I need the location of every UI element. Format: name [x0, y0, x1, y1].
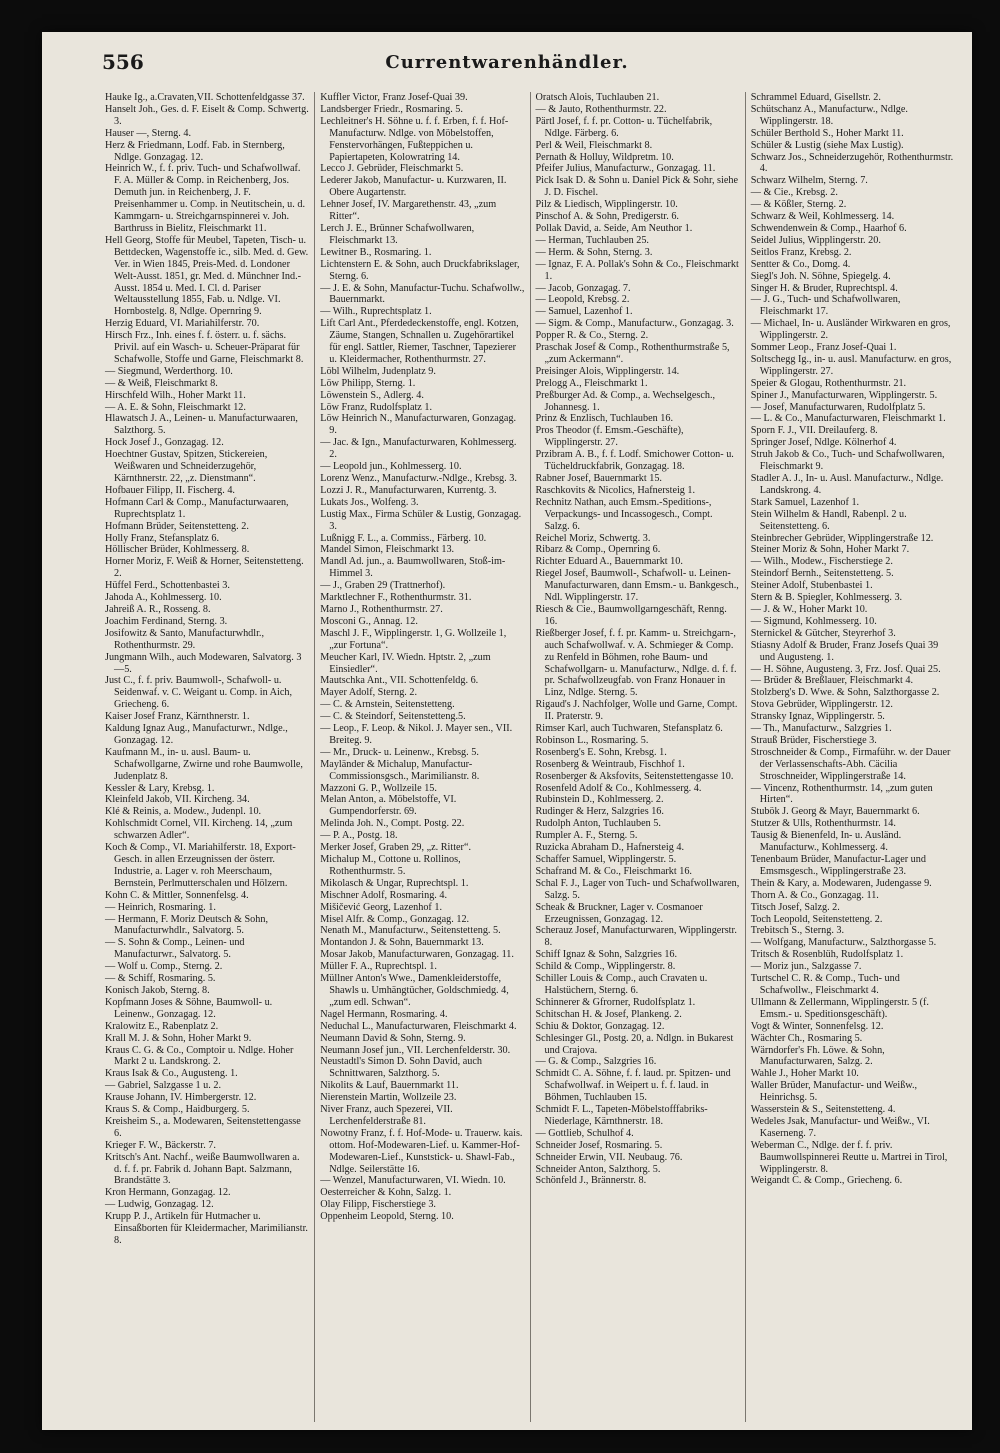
- directory-entry: Löw Philipp, Sterng. 1.: [320, 377, 416, 389]
- directory-entry: — Siegmund, Werderthorg. 10.: [105, 365, 233, 377]
- page-number: 556: [102, 50, 144, 74]
- directory-entry: Oppenheim Leopold, Sterng. 10.: [320, 1211, 454, 1223]
- directory-entry: — C. & Steindorf, Seitenstetteng.5.: [320, 711, 466, 723]
- directory-entry: Misel Alfr. & Comp., Gonzagag. 12.: [320, 913, 470, 925]
- directory-entry: Hoechtner Gustav, Spitzen, Stickereien, Weißwaren und Schneiderzugehör, Kärnthnerstr. 22, „z. Dienstmann“.: [105, 449, 268, 484]
- directory-entry: Stiasny Adolf & Bruder, Franz Josefs Quai 39 und Augusteng. 1.: [750, 639, 939, 663]
- directory-entry: — S. Sohn & Comp., Leinen- und Manufacturwr., Salvatorg. 5.: [105, 937, 245, 961]
- directory-entry: Kaufmann M., in- u. ausl. Baum- u. Schafwollgarne, Zwirne und rohe Baumwolle, Judenplatz 8.: [105, 746, 303, 782]
- directory-entry: Rudolph Anton, Tuchlauben 5.: [535, 818, 661, 830]
- directory-entry: Neumann David & Sohn, Sterng. 9.: [320, 1032, 466, 1044]
- directory-entry: Tausig & Bienenfeld, In- u. Ausländ. Manufacturw., Kohlmesserg. 4.: [750, 830, 902, 854]
- directory-entry: Przibram A. B., f. f. Lodf. Smichower Cotton- u. Tücheldruckfabrik, Gonzagag. 18.: [535, 449, 734, 473]
- directory-entry: Höllischer Brüder, Kohlmesserg. 8.: [105, 544, 250, 556]
- directory-entry: Hauser —, Sterng. 4.: [105, 127, 192, 139]
- directory-entry: — & Jauto, Rothenthurmstr. 22.: [535, 103, 667, 115]
- directory-entry: Schwendenwein & Comp., Haarhof 6.: [750, 222, 907, 234]
- directory-entry: — J. G., Tuch- und Schafwollwaren, Fleischmarkt 17.: [750, 294, 901, 318]
- directory-entry: Michalup M., Cottone u. Rollinos, Rothenthurmstr. 5.: [320, 854, 461, 877]
- directory-entry: Pollak David, a. Seide, Am Neuthor 1.: [535, 222, 693, 234]
- directory-entry: Steinbrecher Gebrüder, Wipplingerstraße 12.: [750, 532, 934, 544]
- directory-entry: Pick Isak D. & Sohn u. Daniel Pick & Sohr, siehe J. D. Fischel.: [535, 175, 738, 199]
- directory-entry: Schmidt C. A. Söhne, f. f. laud. pr. Spitzen- und Schafwollwaf. in Weipert u. f. f. laud. in Böhmen, Tuchlauben 15.: [535, 1068, 731, 1104]
- directory-entry: Koch & Comp., VI. Mariahilferstr. 18, Export-Gesch. in allen Erzeugnissen der österr. Industrie, a. Lager v. roh Meerschaum, Bernstein, Perlmutterschalen und Hölzern.: [105, 842, 296, 889]
- directory-entry: Scheak & Bruckner, Lager v. Cosmanoer Erzeugnissen, Gonzagag. 12.: [535, 901, 703, 925]
- directory-entry: Rosenberg's E. Sohn, Krebsg. 1.: [535, 746, 667, 758]
- directory-entry: Kron Hermann, Gonzagag. 12.: [105, 1187, 231, 1199]
- directory-entry: Schrammel Eduard, Gisellstr. 2.: [750, 92, 881, 103]
- directory-entry: Schütschanz A., Manufacturw., Ndlge. Wipplingerstr. 18.: [750, 103, 908, 127]
- directory-entry: Steindorf Bernh., Seitenstetteng. 5.: [750, 568, 894, 580]
- directory-entry: Schild & Comp., Wipplingerstr. 8.: [535, 961, 676, 973]
- directory-entry: Turtschel C. R. & Comp., Tuch- und Schafwollw., Fleischmarkt 4.: [750, 973, 900, 996]
- directory-entry: Soltschegg Ig., in- u. ausl. Manufacturw. en gros, Wipplingerstr. 27.: [750, 353, 952, 377]
- directory-entry: Löwenstein S., Adlerg. 4.: [320, 389, 424, 401]
- directory-entry: Spiner J., Manufacturwaren, Wipplingerstr. 5.: [750, 389, 938, 401]
- directory-entry: Tenenbaum Brüder, Manufactur-Lager und Emsmsgesch., Wipplingerstraße 23.: [750, 854, 926, 877]
- directory-entry: Pfeifer Julius, Manufacturw., Gonzagag. 11.: [535, 163, 716, 175]
- directory-entry: Riesch & Cie., Baumwollgarngeschäft, Renng. 16.: [535, 603, 727, 627]
- directory-entry: — C. & Arnstein, Seitenstetteng.: [320, 699, 455, 711]
- directory-entry: Kraus Isak & Co., Augusteng. 1.: [105, 1068, 238, 1080]
- directory-entry: Sternickel & Gütcher, Steyrerhof 3.: [750, 627, 896, 639]
- directory-entry: Rosenfeld Adolf & Co., Kohlmesserg. 4.: [535, 782, 702, 794]
- directory-entry: — Wolf u. Comp., Sterng. 2.: [105, 961, 223, 973]
- directory-entry: — Samuel, Lazenhof 1.: [535, 306, 633, 318]
- directory-entry: — Hermann, F. Moriz Deutsch & Sohn, Manufacturwhdlr., Salvatorg. 5.: [105, 913, 269, 937]
- directory-entry: Neumann Josef jun., VII. Lerchenfelderstr. 30.: [320, 1044, 511, 1056]
- directory-entry: Hanselt Joh., Ges. d. F. Eiselt & Comp. Schwertg. 3.: [105, 103, 309, 127]
- directory-entry: Perl & Weil, Fleischmarkt 8.: [535, 139, 653, 151]
- directory-entry: Schneider Anton, Salzthorg. 5.: [535, 1163, 661, 1175]
- directory-entry: — Josef, Manufacturwaren, Rudolfplatz 5.: [750, 401, 926, 413]
- directory-entry: Lukats Jos., Wolfeng. 3.: [320, 496, 419, 508]
- directory-entry: Rabner Josef, Bauernmarkt 15.: [535, 473, 662, 484]
- directory-entry: Löw Heinrich N., Manufacturwaren, Gonzagag. 9.: [320, 413, 517, 437]
- directory-entry: Krause Johann, IV. Himbergerstr. 12.: [105, 1092, 257, 1104]
- directory-entry: Lichtenstern E. & Sohn, auch Druckfabrikslager, Sterng. 6.: [320, 258, 520, 282]
- directory-entry: Josifowitz & Santo, Manufacturwhdlr., Rothenthurmstr. 29.: [105, 627, 265, 651]
- directory-entry: — Wenzel, Manufacturwaren, VI. Wiedn. 10.: [320, 1175, 506, 1187]
- directory-entry: Rosenberg & Weintraub, Fischhof 1.: [535, 758, 685, 770]
- directory-entry: Pilz & Liedisch, Wipplingerstr. 10.: [535, 199, 678, 211]
- directory-entry: Jahoda A., Kohlmesserg. 10.: [105, 592, 222, 604]
- directory-entry: Kohn C. & Mittler, Sonnenfelsg. 4.: [105, 889, 249, 901]
- directory-entry: Heinrich W., f. f. priv. Tuch- und Schafwollwaf. F. A. Müller & Comp. in Reichenberg, Jos. Demuth jun. in Reichenberg, J. F. Preisenhammer u. Comp. in Neutitschein, u. d. Kammgarn- u. Streichgarnspinnerei v. Joh. Barthruss in Bielitz, Fleischmarkt 11.: [105, 163, 305, 234]
- page-header: [42, 46, 972, 82]
- directory-entry: Krupp P. J., Artikeln für Hutmacher u. Einsaßborten für Kleidermacher, Marimilianstr. 8.: [105, 1211, 308, 1246]
- directory-entry: — & Kößler, Sterng. 2.: [750, 199, 847, 211]
- directory-entry: Siegl's Joh. N. Söhne, Spiegelg. 4.: [750, 270, 891, 282]
- directory-entry: Waller Brüder, Manufactur- und Weißw., Heinrichsg. 5.: [750, 1080, 918, 1104]
- directory-entry: Mandl Ad. jun., a. Baumwollwaren, Stoß-im-Himmel 3.: [320, 556, 506, 580]
- directory-entry: Lerch J. E., Brünner Schafwollwaren, Fleischmarkt 13.: [320, 222, 475, 246]
- directory-entry: Hofmann Brüder, Seitenstetteng. 2.: [105, 520, 249, 532]
- directory-columns: [100, 92, 960, 1422]
- directory-entry: Oesterreicher & Kohn, Salzg. 1.: [320, 1187, 452, 1199]
- directory-entry: Schiu & Doktor, Gonzagag. 12.: [535, 1020, 665, 1032]
- directory-entry: — J. E. & Sohn, Manufactur-Tuchu. Schafwollw., Bauernmarkt.: [320, 282, 525, 306]
- directory-entry: Schwarz Wilhelm, Sterng. 7.: [750, 175, 868, 187]
- directory-entry: Mandel Simon, Fleischmarkt 13.: [320, 544, 455, 556]
- directory-entry: Montandon J. & Sohn, Bauernmarkt 13.: [320, 937, 484, 949]
- directory-entry: Wasserstein & S., Seitenstetteng. 4.: [750, 1104, 896, 1116]
- directory-entry: Mayer Adolf, Sterng. 2.: [320, 687, 418, 699]
- directory-entry: Marno J., Rothenthurmstr. 27.: [320, 603, 443, 615]
- directory-entry: Schlesinger Gl., Postg. 20, a. Ndlgn. in Bukarest und Crajova.: [535, 1032, 734, 1056]
- directory-entry: Krall M. J. & Sohn, Hoher Markt 9.: [105, 1032, 252, 1044]
- directory-entry: Wahle J., Hoher Markt 10.: [750, 1068, 859, 1080]
- directory-entry: Lechleitner's H. Söhne u. f. f. Erben, f. f. Hof-Manufacturw. Ndlge. von Möbelstoffen, Fenstervorhängen, Fußteppichen u. Papiertapeten, Kolowratring 14.: [320, 115, 509, 163]
- directory-entry: Thorn A. & Co., Gonzagag. 11.: [750, 889, 879, 901]
- directory-entry: Rumpler A. F., Sterng. 5.: [535, 830, 638, 842]
- directory-entry: Mosconi G., Annag. 12.: [320, 615, 418, 627]
- directory-entry: Mišičević Georg, Lazenhof 1.: [320, 901, 442, 913]
- directory-entry: Rießberger Josef, f. f. pr. Kamm- u. Streichgarn-, auch Schafwollwaf. v. A. Schmieger & Comp. zu Renfeld in Böhmen, rohe Baum- und Schafwollgarn- u. Manufacturw., Ndlge. d. f. f. pr. Schafwollzeugfab. von Franz Honauer in Linz, Ndlge. Sterng. 5.: [535, 627, 737, 699]
- directory-entry: Nagel Hermann, Rosmaring. 4.: [320, 1008, 448, 1020]
- directory-entry: — Wolfgang, Manufacturw., Salzthorgasse 5.: [750, 937, 937, 949]
- directory-entry: Nikolits & Lauf, Bauernmarkt 11.: [320, 1080, 459, 1092]
- directory-entry: — Jacob, Gonzagag. 7.: [535, 282, 631, 294]
- directory-entry: — Leopold jun., Kohlmesserg. 10.: [320, 461, 462, 473]
- directory-entry: Kleinfeld Jakob, VII. Kircheng. 34.: [105, 794, 250, 806]
- directory-entry: Schüler Berthold S., Hoher Markt 11.: [750, 127, 904, 139]
- directory-page: [42, 32, 972, 1430]
- directory-entry: Hlawatsch J. A., Leinen- u. Manufacturwaaren, Salzthorg. 5.: [105, 413, 298, 437]
- directory-entry: Stubök J. Georg & Mayr, Bauernmarkt 6.: [750, 806, 920, 818]
- directory-entry: Sentter & Co., Domg. 4.: [750, 258, 851, 270]
- directory-entry: — Wilh., Modew., Fischerstiege 2.: [750, 556, 893, 568]
- directory-entry: Herz & Friedmann, Lodf. Fab. in Sternberg, Ndlge. Gonzagag. 12.: [105, 139, 285, 163]
- directory-entry: Oratsch Alois, Tuchlauben 21.: [535, 92, 660, 103]
- directory-entry: Schwarz Jos., Schneiderzugehör, Rothenthurmstr. 4.: [750, 151, 954, 175]
- directory-entry: — Moriz jun., Salzgasse 7.: [750, 961, 862, 973]
- directory-entry: Reichel Moriz, Schwertg. 3.: [535, 532, 651, 544]
- directory-entry: Lustig Max., Firma Schüler & Lustig, Gonzagag. 3.: [320, 508, 522, 532]
- directory-entry: Praschak Josef & Comp., Rothenthurmstraße 5, „zum Ackermann“.: [535, 342, 730, 365]
- directory-entry: — Michael, In- u. Ausländer Wirkwaren en gros, Wipplingerstr. 2.: [750, 318, 951, 342]
- directory-entry: Lehner Josef, IV. Margarethenstr. 43, „zum Ritter“.: [320, 199, 497, 223]
- directory-entry: Stutzer & Ulls, Rothenthurmstr. 14.: [750, 818, 896, 830]
- column-3: [531, 92, 746, 1422]
- directory-entry: Trebitsch S., Sterng. 3.: [750, 925, 845, 937]
- directory-entry: Schinnerer & Gfrorner, Rudolfsplatz 1.: [535, 996, 696, 1008]
- directory-entry: — & Cie., Krebsg. 2.: [750, 187, 838, 199]
- directory-entry: Schiller Louis & Comp., auch Cravaten u. Halstüchern, Sterng. 6.: [535, 973, 708, 996]
- directory-entry: Klé & Reinis, a. Modew., Judenpl. 10.: [105, 806, 262, 818]
- directory-entry: — J. & W., Hoher Markt 10.: [750, 603, 868, 615]
- directory-entry: Meucher Karl, IV. Wiedn. Hptstr. 2, „zum Einsiedler“.: [320, 651, 491, 675]
- directory-entry: Hock Josef J., Gonzagag. 12.: [105, 437, 224, 449]
- directory-entry: Wächter Ch., Rosmaring 5.: [750, 1032, 863, 1044]
- directory-entry: Schal F. J., Lager von Tuch- und Schafwollwaren, Salzg. 5.: [535, 877, 740, 901]
- directory-entry: — H. Söhne, Augusteng. 3, Frz. Josf. Quai 25.: [750, 663, 941, 675]
- directory-entry: Herzig Eduard, VI. Mariahilferstr. 70.: [105, 318, 260, 330]
- directory-entry: Sporn F. J., VII. Dreilauferg. 8.: [750, 425, 878, 437]
- directory-entry: — Sigm. & Comp., Manufacturw., Gonzagag. 3.: [535, 318, 734, 330]
- directory-entry: Strauß Brüder, Fischerstiege 3.: [750, 734, 877, 746]
- directory-entry: Pinschof A. & Sohn, Predigerstr. 6.: [535, 211, 679, 223]
- directory-entry: Kraus S. & Comp., Haidburgerg. 5.: [105, 1104, 250, 1116]
- directory-entry: — Th., Manufacturw., Salzgries 1.: [750, 723, 892, 735]
- directory-entry: Mazzoni G. P., Wollzeile 15.: [320, 782, 437, 794]
- directory-entry: Seitlos Franz, Krebsg. 2.: [750, 246, 852, 258]
- directory-entry: Lecco J. Gebrüder, Fleischmarkt 5.: [320, 163, 464, 175]
- directory-entry: Sommer Leop., Franz Josef-Quai 1.: [750, 342, 897, 354]
- directory-entry: Richter Eduard A., Bauernmarkt 10.: [535, 556, 683, 568]
- directory-entry: Lift Carl Ant., Pferdedeckenstoffe, engl. Kotzen, Zäume, Stangen, Schnallen u. Zugehörartikel für engl. Sattler, Riemer, Taschner, Tapezierer u. Kleidermacher, Rothenthurmstr. 27.: [320, 318, 519, 365]
- directory-entry: Singer H. & Bruder, Ruprechtspl. 4.: [750, 282, 898, 294]
- directory-entry: Scherauz Josef, Manufacturwaren, Wipplingerstr. 8.: [535, 925, 737, 949]
- directory-entry: Stransky Ignaz, Wipplingerstr. 5.: [750, 711, 885, 723]
- directory-entry: Kritsch's Ant. Nachf., weiße Baumwollwaren a. d. f. f. pr. Fabrik d. Johann Bapt. Salzmann, Brandstätte 3.: [105, 1151, 300, 1187]
- directory-entry: Wärndorfer's Fh. Löwe. & Sohn, Manufacturwaren, Salzg. 2.: [750, 1044, 885, 1068]
- directory-entry: — & Schiff, Rosmaring. 5.: [105, 973, 216, 985]
- directory-entry: Stolzberg's D. Wwe. & Sohn, Salzthorgasse 2.: [750, 687, 940, 699]
- column-1: [100, 92, 315, 1422]
- directory-entry: Rigaud's J. Nachfolger, Wolle und Garne, Compt. II. Praterstr. 9.: [535, 699, 738, 723]
- directory-entry: Müllner Anton's Wwe., Damenkleiderstoffe, Shawls u. Umhängtücher, Goldschmiedg. 4, „zum edl. Schwan“.: [320, 973, 509, 1008]
- directory-entry: — Brüder & Breßlauer, Fleischmarkt 4.: [750, 675, 914, 687]
- directory-entry: Rosenberger & Aksfovits, Seitenstettengasse 10.: [535, 770, 734, 782]
- directory-entry: Steiner Adolf, Stubenbastei 1.: [750, 580, 873, 592]
- directory-entry: Niver Franz, auch Spezerei, VII. Lerchenfelderstraße 81.: [320, 1104, 453, 1127]
- directory-entry: — Leopold, Krebsg. 2.: [535, 294, 630, 306]
- directory-entry: Riegel Josef, Baumwoll-, Schafwoll- u. Leinen-Manufacturwaren, dann Emsm.- u. Bankgesch., Ndl. Wipplingerstr. 17.: [535, 568, 739, 604]
- directory-entry: Olay Filipp, Fischerstiege 3.: [320, 1199, 436, 1211]
- directory-entry: Müller F. A., Ruprechtspl. 1.: [320, 961, 437, 973]
- directory-entry: Raschkovits & Nicolics, Hafnersteig 1.: [535, 484, 696, 496]
- directory-entry: Stern & B. Spiegler, Kohlmesserg. 3.: [750, 592, 903, 604]
- directory-entry: Weberman C., Ndlge. der f. f. priv. Baumwollspinnerei Reutte u. Martrei in Tirol, Wipplingerstr. 8.: [750, 1139, 948, 1175]
- directory-entry: Struh Jakob & Co., Tuch- und Schafwollwaren, Fleischmarkt 9.: [750, 449, 945, 473]
- directory-entry: Mautschka Ant., VII. Schottenfeldg. 6.: [320, 675, 479, 687]
- directory-entry: — Mr., Druck- u. Leinenw., Krebsg. 5.: [320, 746, 479, 758]
- directory-entry: Mischner Adolf, Rosmaring. 4.: [320, 889, 448, 901]
- directory-entry: Stroschneider & Comp., Firmaführ. w. der Dauer der Verlassenschafts-Abh. Cäcilia Stroschneider, Wipplingerstraße 14.: [750, 746, 951, 782]
- directory-entry: — P. A., Postg. 18.: [320, 830, 398, 842]
- directory-entry: Toch Leopold, Seitenstetteng. 2.: [750, 913, 883, 925]
- directory-entry: — Ludwig, Gonzagag. 12.: [105, 1199, 214, 1211]
- directory-entry: Kaldung Ignaz Aug., Manufacturwr., Ndlge., Gonzagag. 12.: [105, 723, 288, 746]
- directory-entry: Schiff Ignaz & Sohn, Salzgries 16.: [535, 949, 678, 961]
- directory-entry: Marktlechner F., Rothenthurmstr. 31.: [320, 592, 472, 604]
- directory-entry: Pros Theodor (f. Emsm.-Geschäfte), Wipplingerstr. 27.: [535, 425, 684, 449]
- directory-entry: Hüffel Ferd., Schottenbastei 3.: [105, 580, 230, 592]
- directory-entry: Weigandt C. & Comp., Griecheng. 6.: [750, 1175, 903, 1187]
- directory-entry: Kraus C. G. & Co., Comptoir u. Ndlge. Hoher Markt 2 u. Landskrong. 2.: [105, 1044, 294, 1068]
- directory-entry: — Vincenz, Rothenthurmstr. 14, „zum guten Hirten“.: [750, 782, 933, 806]
- directory-entry: Mayländer & Michalup, Manufactur-Commissionsgsch., Marimilianstr. 8.: [320, 758, 480, 782]
- directory-entry: Schönfeld J., Brännerstr. 8.: [535, 1175, 647, 1187]
- directory-entry: — L. & Co., Manufacturwaren, Fleischmarkt 1.: [750, 413, 946, 425]
- directory-entry: Rechnitz Nathan, auch Emsm.-Speditions-, Verpackungs- und Incassogesch., Compt. Salzg. 6.: [535, 496, 713, 532]
- column-4: [746, 92, 960, 1422]
- directory-entry: Wedeles Jsak, Manufactur- und Weißw., VI. Kaserneng. 7.: [750, 1115, 930, 1139]
- directory-entry: Hauke Ig., a.Cravaten,VII. Schottenfeldgasse 37.: [105, 92, 305, 103]
- directory-entry: Konisch Jakob, Sterng. 8.: [105, 984, 210, 996]
- directory-entry: Kreisheim S., a. Modewaren, Seitenstettengasse 6.: [105, 1115, 301, 1139]
- directory-entry: — Leop., F. Leop. & Nikol. J. Mayer sen., VII. Breiteg. 9.: [320, 723, 513, 746]
- directory-entry: Ullmann & Zellermann, Wipplingerstr. 5 (f. Emsm.- u. Speditionsgeschäft).: [750, 996, 929, 1020]
- directory-entry: Neduchal L., Manufacturwaren, Fleischmarkt 4.: [320, 1020, 517, 1032]
- directory-entry: Nowotny Franz, f. f. Hof-Mode- u. Trauerw. kais. ottom. Hof-Modewaren-Lief. u. Kammer-Hof-Modewaren-Lief., Kunststick- u. Shawl-Fab., Ndlge. Seilerstätte 16.: [320, 1127, 523, 1175]
- directory-entry: — G. & Comp., Salzgries 16.: [535, 1056, 657, 1068]
- directory-entry: Schneider Josef, Rosmaring. 5.: [535, 1139, 663, 1151]
- directory-entry: Rubinstein D., Kohlmesserg. 2.: [535, 794, 664, 806]
- directory-entry: Hofbauer Filipp, II. Fischerg. 4.: [105, 484, 235, 496]
- directory-entry: Ribarz & Comp., Opernring 6.: [535, 544, 661, 556]
- directory-entry: Schitschan H. & Josef, Plankeng. 2.: [535, 1008, 682, 1020]
- directory-entry: Stark Samuel, Lazenhof 1.: [750, 496, 860, 508]
- directory-entry: Melinda Joh. N., Compt. Postg. 22.: [320, 818, 465, 830]
- directory-entry: Thein & Kary, a. Modewaren, Judengasse 9.: [750, 877, 932, 889]
- directory-entry: Vogt & Winter, Sonnenfelsg. 12.: [750, 1020, 884, 1032]
- directory-entry: Prinz & Enzlisch, Tuchlauben 16.: [535, 413, 674, 425]
- directory-entry: Popper R. & Co., Sterng. 2.: [535, 330, 649, 342]
- directory-entry: Tritsch & Rosenblüh, Rudolfsplatz 1.: [750, 949, 904, 961]
- directory-entry: Löbl Wilhelm, Judenplatz 9.: [320, 365, 436, 377]
- directory-entry: — Sigmund, Kohlmesserg. 10.: [750, 615, 877, 627]
- directory-entry: Lewitner B., Rosmaring. 1.: [320, 246, 432, 258]
- directory-entry: Schaffer Samuel, Wipplingerstr. 5.: [535, 854, 677, 865]
- directory-entry: — A. E. & Sohn, Fleischmarkt 12.: [105, 401, 246, 413]
- directory-entry: Kaiser Josef Franz, Kärnthnerstr. 1.: [105, 711, 250, 723]
- directory-entry: Mikolasch & Ungar, Ruprechtspl. 1.: [320, 877, 469, 889]
- directory-entry: Springer Josef, Ndlge. Kölnerhof 4.: [750, 437, 897, 449]
- directory-entry: Just C., f. f. priv. Baumwoll-, Schafwoll- u. Seidenwaf. v. C. Weigant u. Comp. in Aich, Griecheng. 6.: [105, 675, 293, 711]
- directory-entry: — Herman, Tuchlauben 25.: [535, 234, 649, 246]
- directory-entry: Schneider Erwin, VII. Neubaug. 76.: [535, 1151, 683, 1163]
- directory-entry: Löw Franz, Rudolfsplatz 1.: [320, 401, 433, 413]
- directory-entry: Rudinger & Herz, Salzgries 16.: [535, 806, 664, 818]
- directory-entry: — & Weiß, Fleischmarkt 8.: [105, 377, 218, 389]
- directory-entry: Landsberger Friedr., Rosmaring. 5.: [320, 103, 463, 115]
- directory-entry: — Herm. & Sohn, Sterng. 3.: [535, 246, 653, 258]
- directory-entry: Hirschfeld Wilh., Hoher Markt 11.: [105, 389, 246, 401]
- directory-entry: Stova Gebrüder, Wipplingerstr. 12.: [750, 699, 893, 711]
- directory-entry: Kralowitz E., Rabenplatz 2.: [105, 1020, 219, 1032]
- directory-entry: Titsch Josef, Salzg. 2.: [750, 901, 840, 913]
- directory-entry: Melan Anton, a. Möbelstoffe, VI. Gumpendorferstr. 69.: [320, 794, 457, 818]
- running-title: Currentwarenhändler.: [385, 52, 629, 73]
- directory-entry: Lederer Jakob, Manufactur- u. Kurzwaren, II. Obere Augartenstr.: [320, 175, 507, 199]
- directory-entry: Pärtl Josef, f. f. pr. Cotton- u. Tüchelfabrik, Ndlge. Färberg. 6.: [535, 115, 713, 139]
- directory-entry: Seidel Julius, Wipplingerstr. 20.: [750, 234, 881, 246]
- directory-entry: Kopfmann Joses & Söhne, Baumwoll- u. Leinenw., Gonzagag. 12.: [105, 996, 273, 1020]
- directory-entry: Schwarz & Weil, Kohlmesserg. 14.: [750, 211, 895, 223]
- directory-entry: Nenath M., Manufacturw., Seitenstetteng. 5.: [320, 925, 501, 937]
- directory-entry: Schafrand M. & Co., Fleischmarkt 16.: [535, 865, 692, 877]
- directory-entry: Lußnigg F. L., a. Commiss., Färberg. 10.: [320, 532, 487, 544]
- directory-entry: — Gabriel, Salzgasse 1 u. 2.: [105, 1080, 221, 1092]
- directory-entry: Ruzicka Abraham D., Hafnersteig 4.: [535, 842, 685, 854]
- directory-entry: Prelogg A., Fleischmarkt 1.: [535, 377, 648, 389]
- directory-entry: Nierenstein Martin, Wollzeile 23.: [320, 1092, 457, 1104]
- directory-entry: Kessler & Lary, Krebsg. 1.: [105, 782, 215, 794]
- directory-entry: Kuffler Victor, Franz Josef-Quai 39.: [320, 92, 468, 103]
- directory-entry: Krieger F. W., Bäckerstr. 7.: [105, 1139, 216, 1151]
- directory-entry: Neustadtl's Simon D. Sohn David, auch Schnittwaren, Salzthorg. 5.: [320, 1056, 482, 1080]
- directory-entry: Preisinger Alois, Wipplingerstr. 14.: [535, 365, 680, 377]
- directory-entry: Hell Georg, Stoffe für Meubel, Tapeten, Tisch- u. Bettdecken, Wagenstoffe ic., silb. Med. d. Gew. Ver. in Wien 1845, Preis-Med. d. Londoner Welt-Ausst. 1851, gr. Med. d. Münchner Ind.-Ausst. 1854 u. Med. I. Cl. d. Pariser Weltausstellung 1855, Fab. u. Ndlge. VI. Hornbostelg. 8, Ndlge. Opernring 9.: [105, 234, 309, 318]
- directory-entry: Lorenz Wenz., Manufacturw.-Ndlge., Krebsg. 3.: [320, 473, 517, 484]
- column-2: [315, 92, 530, 1422]
- directory-entry: Joachim Ferdinand, Sterng. 3.: [105, 615, 228, 627]
- directory-entry: Holly Franz, Stefansplatz 6.: [105, 532, 220, 544]
- directory-entry: Hirsch Frz., Inh. eines f. f. österr. u. f. sächs. Privil. auf ein Wasch- u. Scheuer-Präparat für Schafwolle, Stoffe und Garne, Fleischmarkt 8.: [105, 330, 304, 365]
- directory-entry: Preßburger Ad. & Comp., a. Wechselgesch., Johannesg. 1.: [535, 389, 716, 413]
- directory-entry: Robinson L., Rosmaring. 5.: [535, 734, 649, 746]
- directory-entry: Jahreiß A. R., Rosseng. 8.: [105, 603, 211, 615]
- directory-entry: Speier & Glogau, Rothenthurmstr. 21.: [750, 377, 907, 389]
- directory-entry: — J., Graben 29 (Trattnerhof).: [320, 580, 446, 592]
- directory-entry: Rimser Karl, auch Tuchwaren, Stefansplatz 6.: [535, 723, 723, 735]
- directory-entry: Steiner Moriz & Sohn, Hoher Markt 7.: [750, 544, 910, 556]
- directory-entry: — Gottlieb, Schulhof 4.: [535, 1127, 634, 1139]
- directory-entry: Stein Wilhelm & Handl, Rabenpl. 2 u. Seitenstetteng. 6.: [750, 508, 907, 532]
- directory-entry: Lozzi J. R., Manufacturwaren, Kurrentg. 3.: [320, 484, 497, 496]
- directory-entry: Hofmann Carl & Comp., Manufacturwaaren, Ruprechtsplatz 1.: [105, 496, 289, 520]
- directory-entry: Jungmann Wilh., auch Modewaren, Salvatorg. 3—5.: [105, 651, 302, 675]
- directory-entry: Stadler A. J., In- u. Ausl. Manufacturw., Ndlge. Landskrong. 4.: [750, 473, 944, 496]
- directory-entry: Kohlschmidt Cornel, VII. Kircheng. 14, „zum schwarzen Adler“.: [105, 818, 293, 842]
- directory-entry: — Ignaz, F. A. Pollak's Sohn & Co., Fleischmarkt 1.: [535, 258, 739, 282]
- directory-entry: Mosar Jakob, Manufacturwaren, Gonzagag. 11.: [320, 949, 514, 961]
- directory-entry: Pernath & Holluy, Wildpretm. 10.: [535, 151, 674, 163]
- directory-entry: Horner Moriz, F. Weiß & Horner, Seitenstetteng. 2.: [105, 556, 304, 580]
- directory-entry: — Jac. & Ign., Manufacturwaren, Kohlmesserg. 2.: [320, 437, 517, 461]
- directory-entry: Schmidt F. L., Tapeten-Möbelstofffabriks-Niederlage, Kärnthnerstr. 18.: [535, 1104, 708, 1127]
- directory-entry: — Heinrich, Rosmaring. 1.: [105, 901, 216, 913]
- directory-entry: Maschl J. F., Wipplingerstr. 1, G. Wollzeile 1, „zur Fortuna“.: [320, 627, 507, 651]
- directory-entry: Merker Josef, Graben 29, „z. Ritter“.: [320, 842, 472, 854]
- directory-entry: — Wilh., Ruprechtsplatz 1.: [320, 306, 432, 318]
- directory-entry: Schüler & Lustig (siehe Max Lustig).: [750, 139, 904, 151]
